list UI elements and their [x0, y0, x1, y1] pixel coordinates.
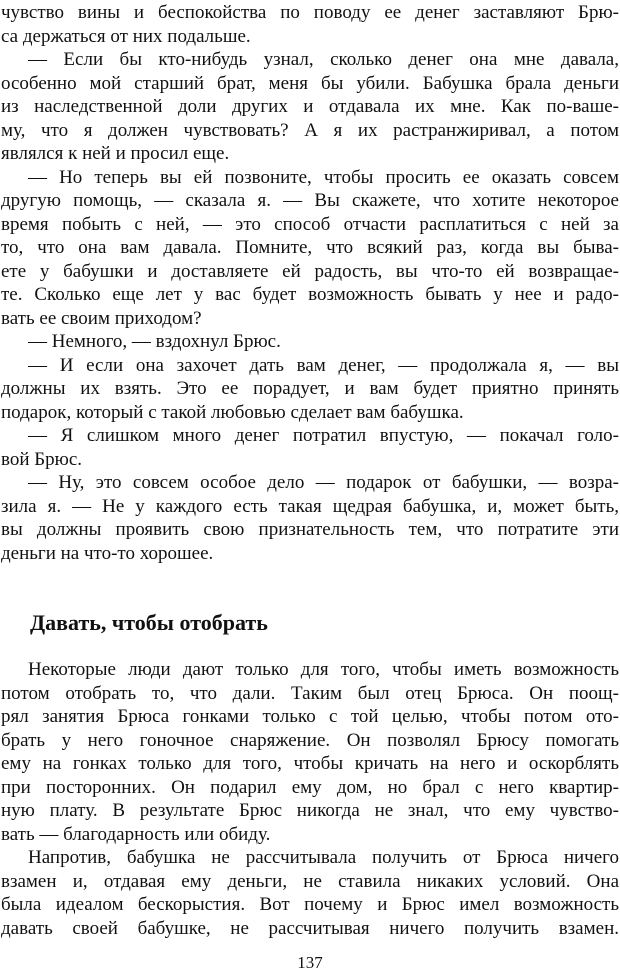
text-line: — Ну, это совсем особое дело — подарок от бабушки, — возра-: [28, 472, 619, 493]
text-line: ему на гонках только для того, чтобы кричать на него и оскорблять: [1, 753, 619, 774]
text-line: другую помощь, — сказала я. — Вы скажете, что хотите некоторое: [1, 190, 619, 211]
text-line: Напротив, бабушка не рассчитывала получить от Брюса ничего: [28, 847, 619, 868]
text-line: давать своей бабушке, не рассчитывая ничего получить взамен.: [1, 917, 619, 939]
text-line: те. Сколько еще лет у вас будет возможность бывать у нее и радо-: [1, 284, 619, 305]
text-line: са держаться от них подальше.: [1, 25, 251, 47]
text-line: время побыть с ней, — это способ отчасти расплатиться с ней за: [1, 213, 619, 235]
text-line: то, что она вам давала. Помните, что всякий раз, когда вы быва-: [1, 237, 619, 258]
text-line: должны их взять. Это ее порадует, и вам будет приятно принять: [1, 378, 619, 399]
text-line: вы должны проявить свою признательность тем, что потратите эти: [1, 519, 619, 540]
text-line: потом отобрать то, что дали. Таким был отец Брюса. Он поощ-: [1, 682, 619, 704]
text-line: подарок, который с такой любовью сделает вам бабушка.: [1, 401, 464, 423]
text-line: — Я слишком много денег потратил впустую, — покачал голо-: [28, 425, 619, 446]
text-line: вать — благодарность или обиду.: [1, 823, 271, 845]
text-line: — Немного, — вздохнул Брюс.: [28, 331, 281, 352]
text-line: особенно мой старший брат, меня бы убили. Бабушка брала деньги: [1, 72, 619, 94]
text-line: му, что я должен чувствовать? А я их растранжиривал, а потом: [1, 119, 619, 141]
text-line: ете у бабушки и доставляете ей радость, вы что-то ей возвращае-: [1, 260, 619, 282]
section-heading: Давать, чтобы отобрать: [30, 610, 268, 635]
text-line: деньги на что-то хорошее.: [1, 542, 214, 564]
text-line: — Но теперь вы ей позвоните, чтобы просить ее оказать совсем: [28, 166, 619, 188]
text-line: ную плату. В результате Брюс никогда не знал, что ему чувство-: [1, 800, 619, 821]
text-line: из наследственной доли других и отдавала их мне. Как по-ваше-: [1, 96, 619, 117]
text-line: вать ее своим приходом?: [1, 307, 202, 329]
text-line: — И если она захочет дать вам денег, — продолжала я, — вы: [28, 354, 619, 376]
page-number: 137: [297, 953, 323, 972]
text-line: являлся к ней и просил еще.: [1, 143, 230, 164]
text-line: при посторонних. Он подарил ему дом, но брал с него квартир-: [1, 776, 619, 798]
text-line: чувство вины и беспокойства по поводу ее денег заставляют Брю-: [1, 2, 619, 23]
text-line: была идеалом бескорыстия. Вот почему и Брюс имел возможность: [1, 894, 619, 915]
text-line: зила я. — Не у каждого есть такая щедрая бабушка, и, может быть,: [1, 495, 619, 517]
text-line: взамен и, отдавая ему деньги, не ставила никаких условий. Она: [1, 870, 619, 892]
text-line: брать у него гоночное снаряжение. Он позволял Брюсу помогать: [1, 729, 619, 751]
text-line: вой Брюс.: [1, 448, 83, 470]
text-line: Некоторые люди дают только для того, чтобы иметь возможность: [28, 659, 619, 680]
text-line: рял занятия Брюса гонками только с той целью, чтобы потом ото-: [1, 706, 619, 727]
text-line: — Если бы кто-нибудь узнал, сколько денег она мне давала,: [28, 49, 619, 70]
